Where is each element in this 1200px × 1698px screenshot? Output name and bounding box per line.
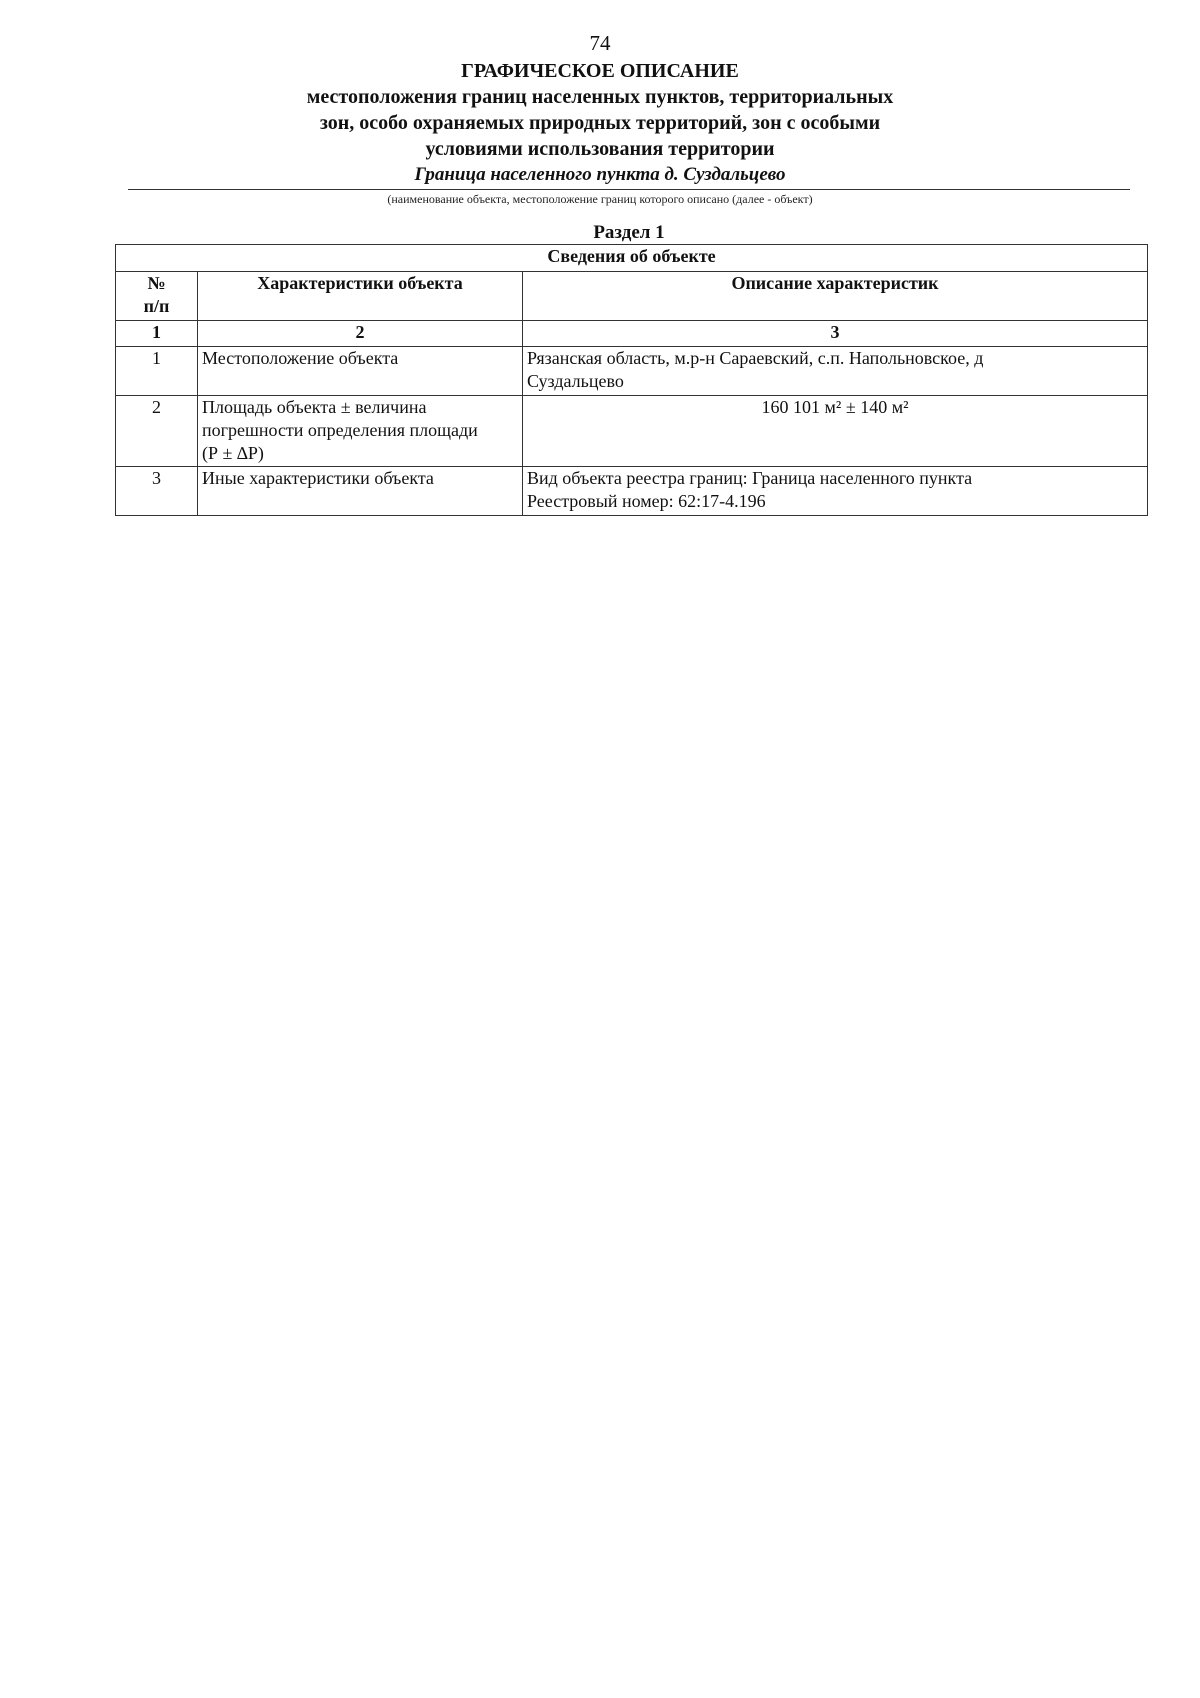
document-title: ГРАФИЧЕСКОЕ ОПИСАНИЕ [461,60,739,82]
row-characteristic-line: Местоположение объекта [202,348,399,368]
section-title: Раздел 1 [593,222,665,243]
document-subtitle-line-1: местоположения границ населенных пунктов, территориальных [306,86,894,108]
row-description-line: Реестровый номер: 62:17-4.196 [527,491,766,511]
column-number-2: 2 [198,321,523,347]
object-name-caption: (наименование объекта, местоположение границ которого описано (далее - объект) [387,192,813,206]
row-description [523,347,1148,396]
object-info-table [115,244,1148,516]
column-header-characteristic: Характеристики объекта [198,272,523,321]
row-characteristic-line: (Р ± ∆Р) [202,443,264,463]
column-number-1: 1 [116,321,198,347]
row-characteristic-line: Иные характеристики объекта [202,468,434,488]
row-description-line: Вид объекта реестра границ: Граница населенного пункта [527,468,973,488]
table-caption-row [116,245,1148,272]
table-row [116,396,1148,467]
column-number-3: 3 [523,321,1148,347]
row-description-line: Суздальцево [527,371,624,391]
row-number: 2 [116,396,198,467]
row-description [523,467,1148,516]
table-row [116,347,1148,396]
document-subtitle-line-2: зон, особо охраняемых природных территорий, зон с особыми [319,112,881,134]
row-characteristic [198,347,523,396]
object-name-underline [128,189,1130,190]
row-characteristic-line: Площадь объекта ± величина [202,397,427,417]
table-row [116,467,1148,516]
row-description [523,396,1148,467]
row-description-line: 160 101 м² ± 140 м² [761,397,909,417]
row-characteristic [198,396,523,467]
row-characteristic [198,467,523,516]
column-header-number-line-1: № [147,273,166,293]
column-header-number [116,272,198,321]
row-number: 3 [116,467,198,516]
object-name: Граница населенного пункта д. Суздальцево [414,164,786,185]
row-characteristic-line: погрешности определения площади [202,420,478,440]
column-header-number-line-2: п/п [143,296,170,316]
column-header-description: Описание характеристик [523,272,1148,321]
row-number: 1 [116,347,198,396]
table-caption: Сведения об объекте [116,245,1148,272]
column-number-row [116,321,1148,347]
page-number: 74 [589,31,611,55]
table-header-row [116,272,1148,321]
document-subtitle-line-3: условиями использования территории [425,138,775,160]
document-header [0,58,1200,188]
row-description-line: Рязанская область, м.р-н Сараевский, с.п. Напольновское, д [527,348,984,368]
